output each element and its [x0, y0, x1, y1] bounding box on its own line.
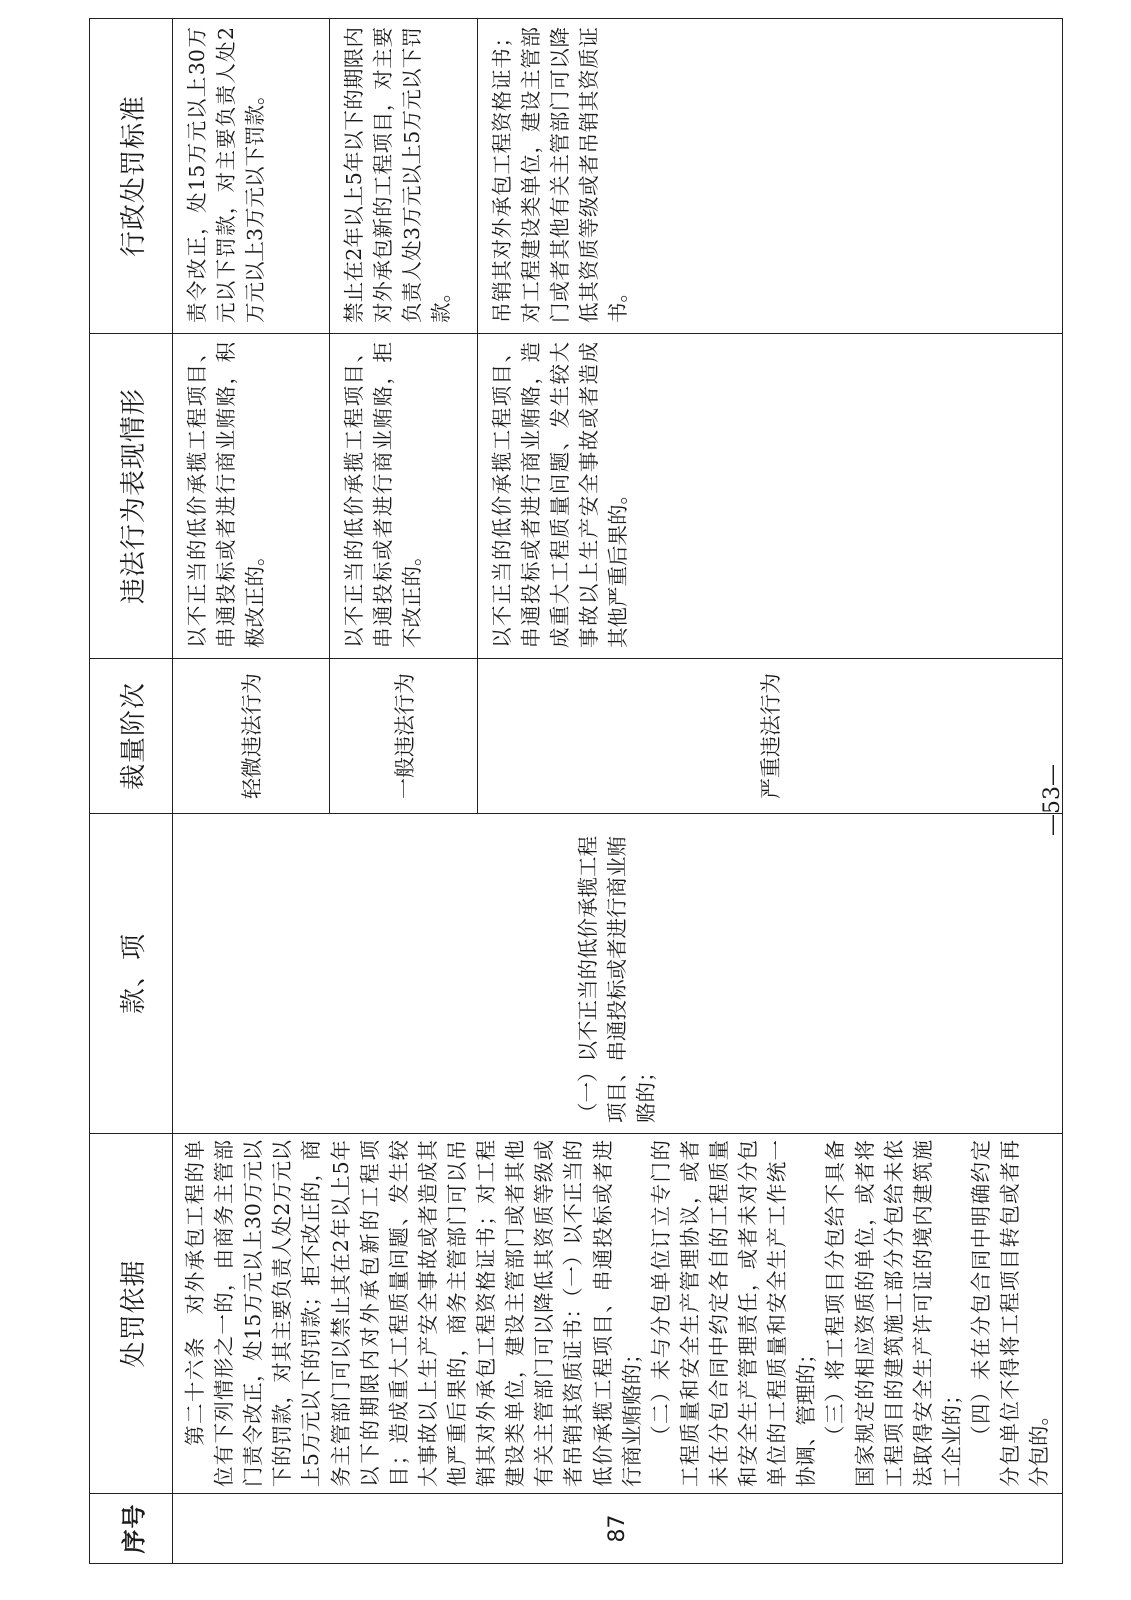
- level-serious: 严重违法行为: [478, 659, 1063, 814]
- header-row: [90, 19, 173, 1564]
- standard-serious: 吊销其对外承包工程资格证书；对工程建设类单位，建设主管部门或者其他有关主管部门可以降低其资质等级或者吊销其资质证书。: [478, 19, 1063, 334]
- header-standard: 行政处罚标准: [90, 19, 173, 334]
- behavior-general: 以不正当的低价承揽工程项目、串通投标或者进行商业贿赂，拒不改正的。: [330, 334, 478, 659]
- header-level: 裁量阶次: [90, 659, 173, 814]
- standard-minor: 责令改正，处15万元以上30万元以下罚款，对主要负责人处2万元以上3万元以下罚款。: [173, 19, 330, 334]
- row-number: 87: [173, 1494, 1063, 1564]
- clause-item: （一）以不正当的低价承揽工程项目、串通投标或者进行商业贿赂的；: [173, 814, 1063, 1134]
- basis-paragraph: （四）未在分包合同中明确约定分包单位不得将工程项目转包或者再分包的。: [968, 1140, 1052, 1487]
- header-clause: 款、项: [90, 814, 173, 1134]
- behavior-minor: 以不正当的低价承揽工程项目、串通投标或者进行商业贿赂，积极改正的。: [173, 334, 330, 659]
- basis-paragraph: 第二十六条 对外承包工程的单位有下列情形之一的，由商务主管部门责令改正，处15万元以上30万元以下的罚款，对其主要负责人处2万元以上5万元以下的罚款；拒不改正的，商务主管部门可以禁止其在2年以上5年以下的期限内对外承包新的工程项目；造成重大工程质量问题、发生较大事故以上生产安全事故或者造成其他严重后果的，商务主管部门可以吊销其对外承包工程资格证书；对工程建设类单位，建设主管部门或者其他有关主管部门可以降低其资质等级或者吊销其资质证书：（一）以不正当的低价承揽工程项目、串通投标或者进行商业贿赂的；: [183, 1140, 644, 1487]
- level-minor: 轻微违法行为: [173, 659, 330, 814]
- penalty-basis: [173, 1134, 1063, 1494]
- penalty-table-rotated: [89, 19, 1052, 1564]
- page-number-text: —53—: [1040, 764, 1065, 836]
- standard-general: 禁止在2年以上5年以下的期限内对外承包新的工程项目，对主要负责人处3万元以上5万元以下罚款。: [330, 19, 478, 334]
- behavior-serious: 以不正当的低价承揽工程项目、串通投标或者进行商业贿赂，造成重大工程质量问题、发生较大事故以上生产安全事故或者造成其他严重后果的。: [478, 334, 1063, 659]
- basis-paragraph: （二）未与分包单位订立专门的工程质量和安全生产管理协议，或者未在分包合同中约定各自的工程质量和安全生产管理责任，或者未对分包单位的工程质量和安全生产工作统一协调、管理的；: [648, 1140, 819, 1487]
- basis-paragraph: （三）将工程项目分包给不具备国家规定的相应资质的单位，或者将工程项目的建筑施工部分分包给未依法取得安全生产许可证的境内建筑施工企业的；: [823, 1140, 964, 1487]
- page-number: [1040, 760, 1080, 840]
- level-general: 一般违法行为: [330, 659, 478, 814]
- header-seq: 序号: [90, 1494, 173, 1564]
- penalty-standard-table: [89, 18, 1063, 1564]
- header-basis: 处罚依据: [90, 1134, 173, 1494]
- header-behavior: 违法行为表现情形: [90, 334, 173, 659]
- table-row: [173, 19, 330, 1564]
